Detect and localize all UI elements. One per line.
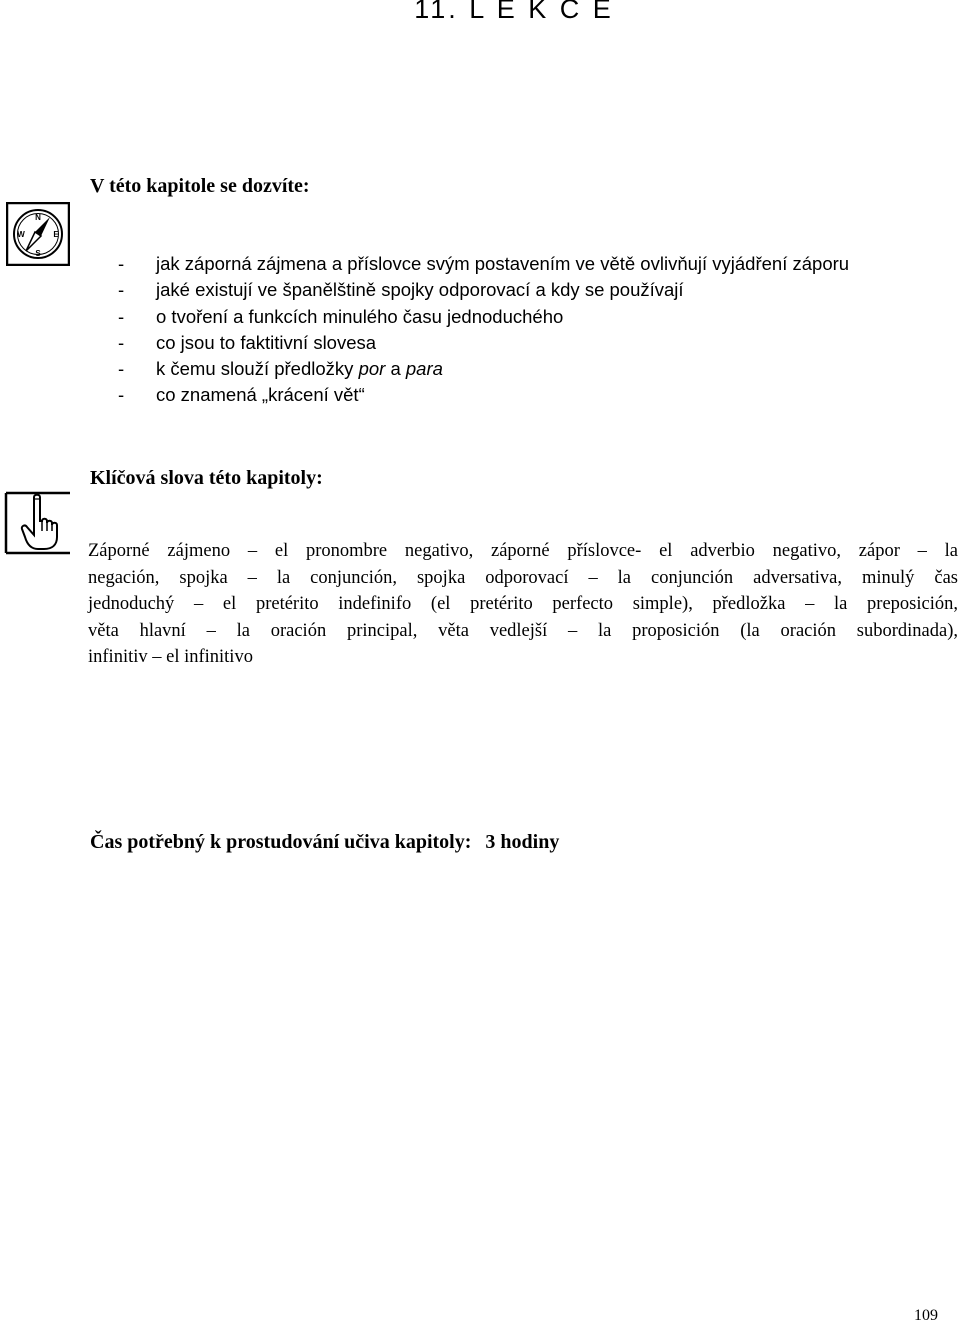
hand-pointer-icon — [4, 491, 72, 555]
intro-heading: V této kapitole se dozvíte: — [90, 175, 310, 197]
list-item: - o tvoření a funkcích minulého času jednoduchého — [118, 305, 564, 327]
lesson-title: 11. L E K C E — [414, 0, 614, 24]
svg-text:N: N — [35, 213, 41, 222]
list-item: - k čemu slouží předložky por a para — [118, 358, 443, 380]
svg-text:E: E — [53, 230, 59, 239]
keywords-heading: Klíčová slova této kapitoly: — [90, 467, 323, 489]
svg-text:W: W — [17, 230, 25, 239]
list-item: - jak záporná zájmena a příslovce svým postavením ve větě ovlivňují vyjádření záporu — [118, 253, 850, 274]
keywords-paragraph — [88, 538, 958, 671]
list-item: - co znamená „krácení vět“ — [118, 384, 365, 406]
keywords-line: infinitiv – el infinitivo — [88, 647, 253, 668]
study-time-value: 3 hodiny — [485, 831, 560, 853]
study-time — [90, 831, 559, 854]
keywords-line: negación, spojka – la conjunción, spojka odporovací – la conjunción adversativa, minulý čas — [88, 567, 958, 588]
svg-text:S: S — [35, 249, 41, 258]
keywords-line: věta hlavní – la oración principal, věta vedlejší – la proposición (la oración subordinada), — [88, 620, 958, 641]
page-number: 109 — [914, 1307, 938, 1324]
learning-goals-list — [118, 251, 849, 409]
list-item: - co jsou to faktitivní slovesa — [118, 331, 377, 353]
keywords-line: Záporné zájmeno – el pronombre negativo, záporné příslovce- el adverbio negativo, zápor – la — [88, 541, 958, 561]
compass-icon — [6, 202, 70, 266]
study-time-label: Čas potřebný k prostudování učiva kapitoly: — [90, 831, 472, 853]
list-item: - jaké existují ve španělštině spojky odporovací a kdy se používají — [118, 279, 684, 301]
keywords-line: jednoduchý – el pretérito indefinifo (el pretérito perfecto simple), předložka – la preposición, — [88, 594, 958, 615]
